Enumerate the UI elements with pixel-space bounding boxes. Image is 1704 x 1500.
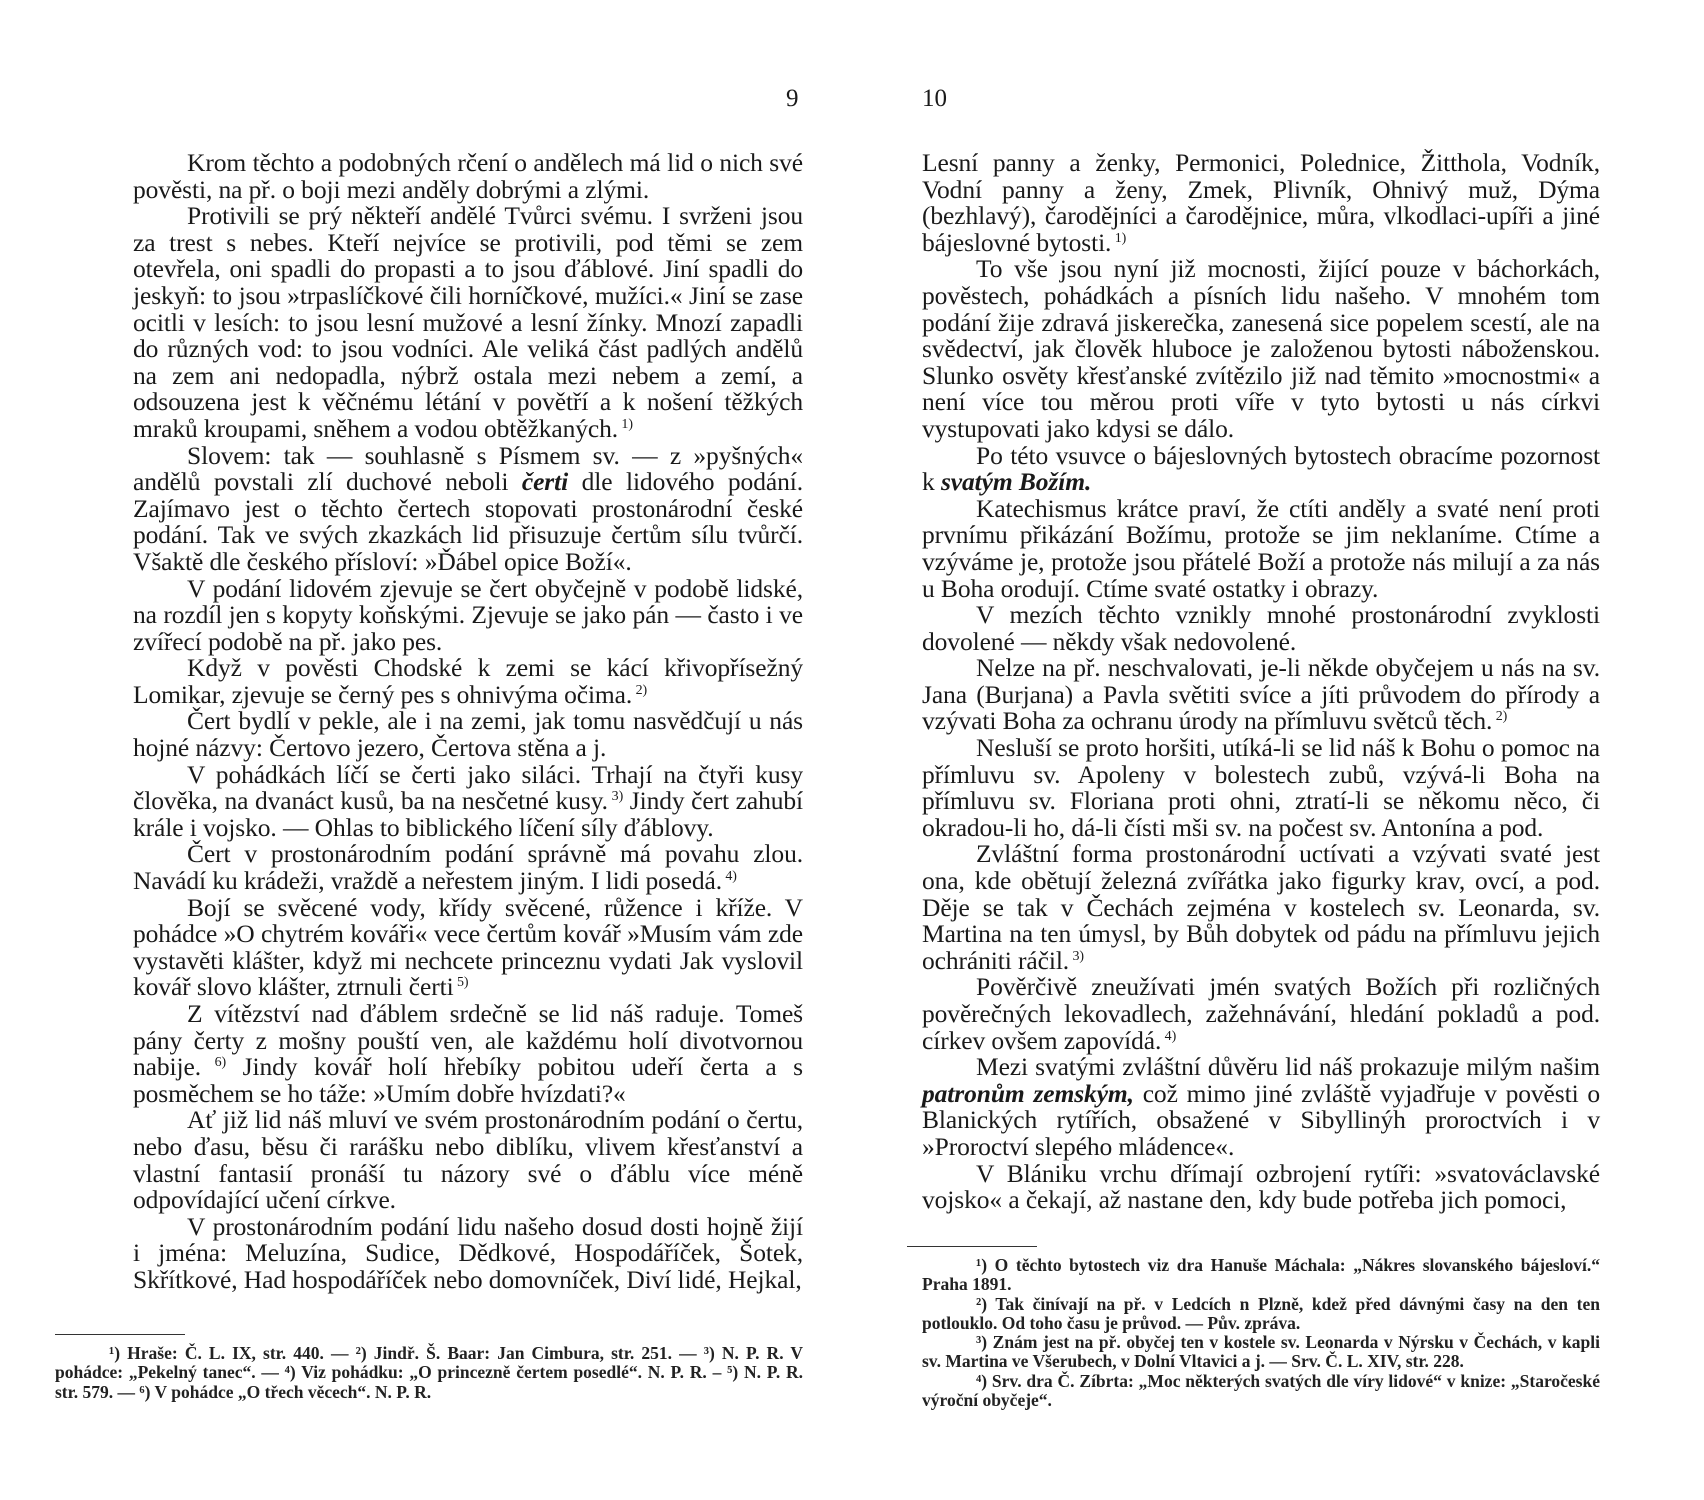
footnote: ²) Tak činívají na př. v Ledcích n Plzně, kdež před dávnými časy na den ten potlouklo. Od toho času je průvod. — Pův. zpráva. [922, 1293, 1600, 1333]
paragraph-text: což mimo jiné zvláště vyjadřuje v pověsti o Blanických rytířích, obsažené v Sibyllinýh proroctvích i v »Proroctví slepého mládence«. [922, 1078, 1600, 1161]
page-number: 10 [922, 85, 947, 112]
paragraph [922, 1158, 1600, 1215]
emphasized-term: čerti [521, 467, 569, 497]
paragraph [133, 1107, 803, 1213]
paragraph-text: Protivili se prý někteří andělé Tvůrci svému. I svrženi jsou za trest s nebes. Kteří nejvíce se protivili, pod těmi se zem otevřela, oni spadli do propasti a to jsou ďáblové. Jiní spadli do jeskyň: to jsou »trpaslíčkové čili horníčkové, mužíci.« Jiní se zase ocitli v lesích: to jsou lesní mužové a lesní žínky. Mnozí zapadli do různých vod: to jsou vodníci. Ale veliká část padlých andělů na zem ani nedopadla, nýbrž ostala mezi nebem a zemí, a odsouzena jest k věčnému létání v povětří a k nošení těžkých mraků kroupami, sněhem a vodou obtěžkaných. [133, 201, 803, 443]
footnote-marker: 1) [618, 416, 633, 432]
right-footnotes [922, 1256, 1600, 1410]
page-number: 9 [786, 85, 799, 112]
footnote-marker: 3) [1069, 948, 1084, 964]
emphasized-term: patronům zemským, [922, 1078, 1134, 1108]
paragraph-text: Nesluší se proto horšiti, utíká-li se lid náš k Bohu o pomoc na přímluvu sv. Apoleny v bolestech zubů, vzývá-li Boha na přímluvu sv. Floriana proti ohni, ztratí-li se někomu něco, či okradou-li ho, dá-li čísti mši sv. na počest sv. Antonína a pod. [922, 733, 1600, 842]
footnote: ³) Znám jest na př. obyčej ten v kostele sv. Leonarda v Nýrsku v Čechách, v kapli sv. Martina ve Všerubech, v Dolní Vltavici a j. — Srv. Č. L. XIV, str. 228. [922, 1332, 1600, 1372]
paragraph [133, 892, 803, 1002]
paragraph-text: Katechismus krátce praví, že ctíti anděly a svaté není proti prvnímu přikázání Božímu, protože se jim neklaníme. Ctíme a vzýváme je, protože jsou přátelé Boží a protože nás milují a za nás u Boha orodují. Ctíme svaté ostatky i obrazy. [922, 493, 1600, 603]
left-body-text [133, 150, 803, 1294]
paragraph [133, 150, 803, 203]
right-page [852, 0, 1704, 1500]
paragraph [133, 440, 803, 576]
paragraph [133, 1211, 803, 1294]
paragraph [133, 841, 803, 894]
footnote-marker: 4) [1161, 1028, 1177, 1044]
paragraph [922, 256, 1600, 442]
footnote: ¹) Hraše: Č. L. IX, str. 440. — ²) Jindř. Š. Baar: Jan Cimbura, str. 251. — ³) N. P. R. V pohádce: „Pekelný tanec“. — ⁴) Viz pohádku: „O princezně čertem posedlé“. N. P. R. – ⁵) N. P. R. str. 579. — ⁶) V pohádce „O třech věcech“. N. P. R. [55, 1343, 803, 1402]
footnote: ¹) O těchto bytostech viz dra Hanuše Máchala: „Nákres slovanského bájesloví.“ Praha 1891. [922, 1255, 1600, 1295]
paragraph-text: Mezi svatými zvláštní důvěru lid náš prokazuje milým našim [976, 1052, 1600, 1082]
footnote-marker: 5) [453, 975, 469, 991]
paragraph-text: Jindy čert zahubí krále i vojsko. — Ohlas to biblického líčení síly ďáblovy. [133, 786, 803, 842]
footnote-divider [55, 1334, 185, 1335]
right-body-text [922, 150, 1600, 1214]
paragraph [922, 1054, 1600, 1160]
paragraph-text: dle lidového podání. Zajímavo jest o těchto čertech stopovati prostonárodní české podání. Tak ve svých zkazkách lid přisuzuje čertům sílu tvůrčí. Všaktě dle českého přísloví: »Ďábel opice Boží«. [133, 467, 803, 576]
paragraph-text: Lesní panny a ženky, Permonici, Polednice, Žitthola, Vodník, Vodní panny a ženy, Zmek, Plivník, Ohnivý muž, Dýma (bezhlavý), čarodějníci a čarodějnice, můra, vlkodlaci-upíři a jiné bájeslovné bytosti. [922, 148, 1600, 257]
footnote-marker: 4) [721, 869, 737, 885]
emphasized-term: svatým Božím. [940, 467, 1092, 497]
paragraph-text: Pověrčivě zneužívati jmén svatých Božích při rozličných pověrečných lekovadlech, zažehnávání, hledání pokladů a pod. církev ovšem zapovídá. [922, 972, 1600, 1055]
paragraph-text: V Blániku vrchu dřímají ozbrojení rytíři: »svatováclavské vojsko« a čekají, až nastane den, kdy bude potřeba jich pomoci, [922, 1158, 1600, 1215]
footnote-marker: 3) [607, 789, 624, 805]
paragraph-text: Ať již lid náš mluví ve svém prostonárodním podání o čertu, nebo ďasu, běsu či rarášku nebo diblíku, vlivem křesťanství a vlastní fantasií pronáší tu názory své o ďáblu více méně odpovídající učení církve. [133, 1105, 803, 1215]
footnote-marker: 6) [200, 1055, 227, 1071]
paragraph [922, 841, 1600, 974]
paragraph-text: V prostonárodním podání lidu našeho dosud dosti hojně žijí i jména: Meluzína, Sudice, Dědkové, Hospodáříček, Šotek, Skřítkové, Had hospodáříček nebo domovníček, Diví lidé, Hejkal, [133, 1211, 803, 1294]
paragraph-text: Po této vsuvce o bájeslovných bytostech obracíme pozornost k [922, 440, 1600, 497]
footnote-marker: 2) [632, 682, 648, 698]
paragraph-text: Když v pověsti Chodské k zemi se kácí křivopřísežný Lomikar, zjevuje se černý pes s ohnivýma očima. [133, 653, 803, 709]
footnote-marker: 1) [1111, 230, 1127, 246]
paragraph [922, 493, 1600, 603]
paragraph-text: Slovem: tak — souhlasně s Písmem sv. — z »pyšných« andělů povstali zlí duchové neboli [133, 440, 803, 497]
paragraph-text: Bojí se svěcené vody, křídy svěcené, růžence i kříže. V pohádce »O chytrém kováři« vece čertům kovář »Musím vám zde vystavěti klášter, když mi nechcete princeznu vydati Jak vyslovil kovář slovo klášter, ztrnuli čerti [133, 892, 803, 1002]
footnote-divider [907, 1246, 1037, 1247]
paragraph [133, 655, 803, 708]
paragraph [133, 203, 803, 442]
paragraph-text: V mezích těchto vznikly mnohé prostonárodní zvyklosti dovolené — někdy však nedovolené. [922, 600, 1600, 656]
paragraph-text: Zvláštní forma prostonárodní uctívati a vzývati svaté jest ona, kde obětují železná zvířátka jako figurky krav, ovcí, a pod. Děje se tak v Čechách zejména v kostelech sv. Leonarda, sv. Martina na ten úmysl, by Bůh dobytek od pádu na přímluvu jejich ochrániti ráčil. [922, 839, 1600, 975]
paragraph [922, 655, 1600, 735]
paragraph-text: Z vítězství nad ďáblem srdečně se lid náš raduje. Tomeš pány čerty z mošny pouští ven, ale každému holí divotvornou nabije. [133, 999, 803, 1082]
footnote-marker: 2) [1492, 709, 1508, 725]
paragraph [133, 708, 803, 761]
paragraph [133, 1001, 803, 1107]
paragraph [922, 735, 1600, 841]
paragraph-text: Krom těchto a podobných rčení o andělech má lid o nich své pověsti, na př. o boji mezi anděly dobrými a zlými. [133, 148, 803, 204]
paragraph-text: V podání lidovém zjevuje se čert obyčejně v podobě lidské, na rozdíl jen s kopyty koňskými. Zjevuje se jako pán — často i ve zvířecí podobě na př. jako pes. [133, 573, 803, 656]
paragraph [922, 602, 1600, 655]
paragraph-text: To vše jsou nyní již mocnosti, žijící pouze v báchorkách, pověstech, pohádkách a písních lidu našeho. V mnohém tom podání žije zdravá jiskerečka, zanesená sice popelem scestí, ale na svědectví, jak člověk hluboce je založenou bytosti náboženskou. Slunko osvěty křesťanské zvítězilo již nad těmito »mocnostmi« a není více tou měrou proti víře v tyto bytosti u nás církvi vystupovati jako kdysi se dálo. [922, 254, 1600, 443]
paragraph [922, 150, 1600, 256]
paragraph-text: V pohádkách líčí se čerti jako siláci. Trhají na čtyři kusy člověka, na dvanáct kusů, ba na nesčetné kusy. [133, 759, 803, 816]
paragraph [133, 573, 803, 656]
footnote: ⁴) Srv. dra Č. Zíbrta: „Moc některých svatých dle víry lidové“ v knize: „Staročeské výroční obyčeje“. [922, 1370, 1600, 1411]
paragraph-text: Čert v prostonárodním podání správně má povahu zlou. Navádí ku krádeži, vraždě a neřestem jiným. I lidi posedá. [133, 839, 803, 896]
paragraph [133, 759, 803, 842]
paragraph-text: Jindy kovář holí hřebíky pobitou udeří čerta a s posměchem se ho táže: »Umím dobře hvízdati?« [133, 1052, 803, 1108]
paragraph [922, 974, 1600, 1054]
paragraph-text: Nelze na př. neschvalovati, je-li někde obyčejem u nás na sv. Jana (Burjana) a Pavla světiti svíce a jíti průvodem do přírody a vzývati Boha za ochranu úrody na přímluvu světců těch. [922, 653, 1600, 736]
paragraph-text: Čert bydlí v pekle, ale i na zemi, jak tomu nasvědčují u nás hojné názvy: Čertovo jezero, Čertova stěna a j. [133, 706, 803, 763]
paragraph [922, 440, 1600, 497]
left-footnotes [55, 1344, 803, 1402]
